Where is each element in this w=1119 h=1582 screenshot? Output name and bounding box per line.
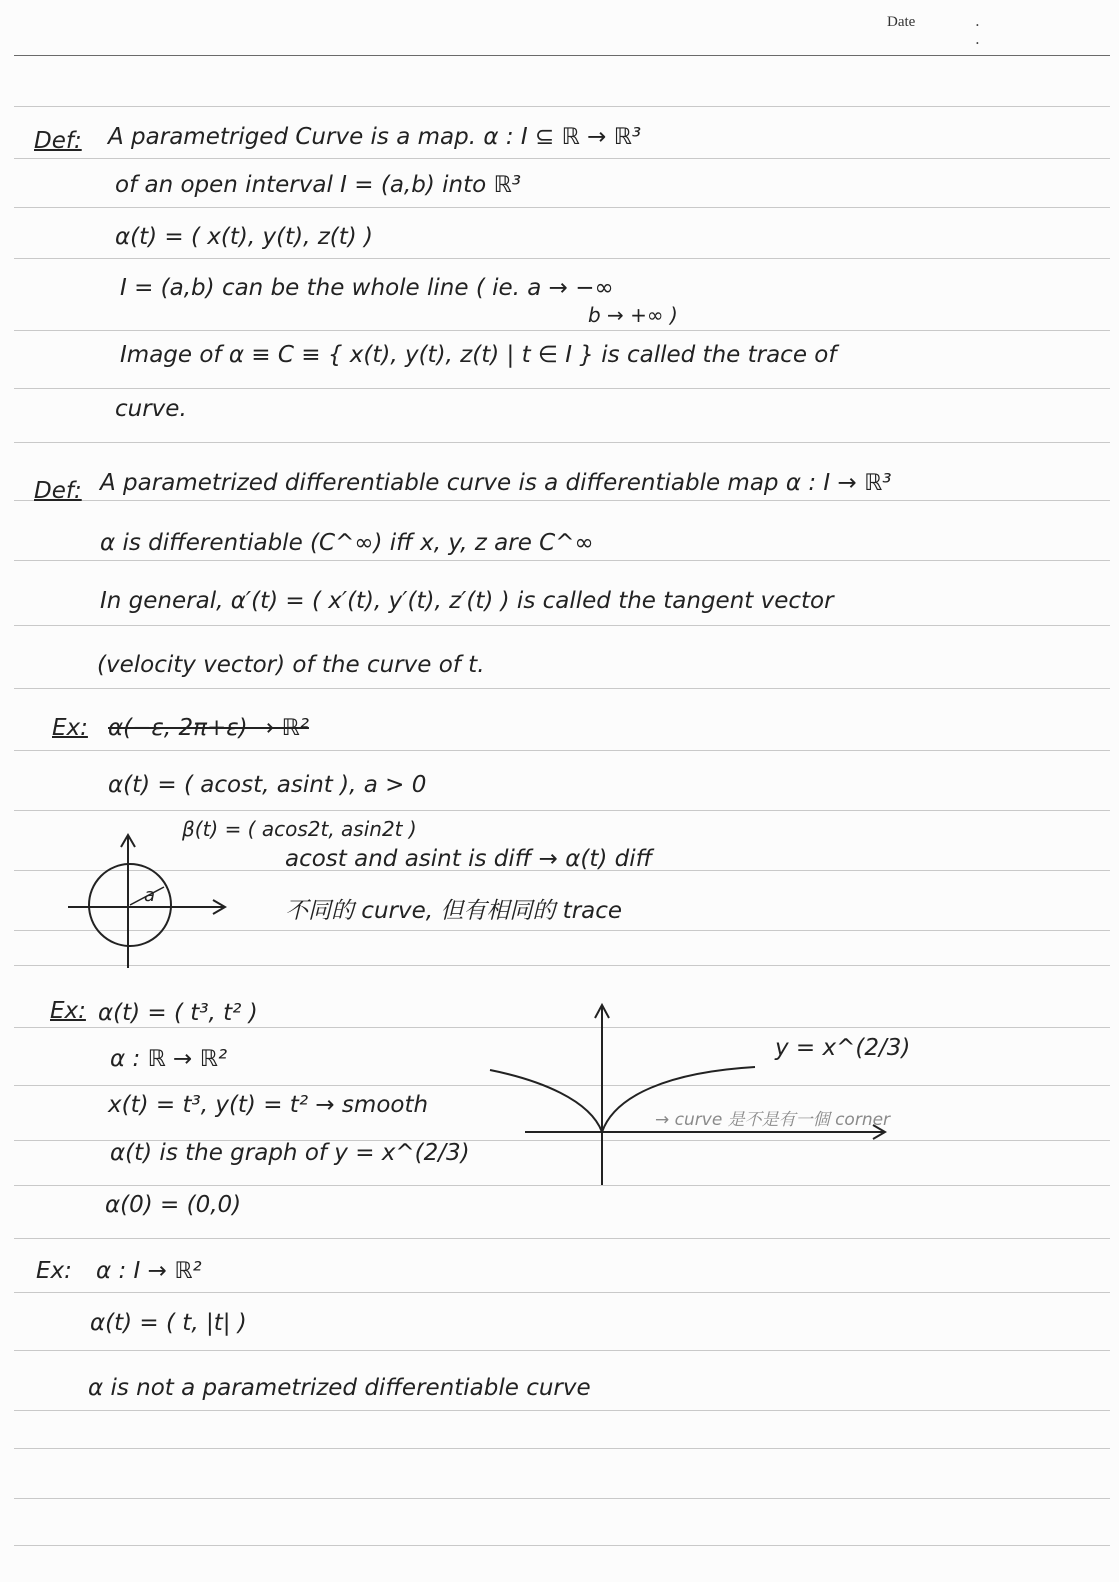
radius-label: a xyxy=(144,885,156,906)
ruled-line xyxy=(14,560,1110,561)
ruled-line xyxy=(14,388,1110,389)
ex3-lead: Ex: xyxy=(36,1258,72,1284)
ex2-line-2: α : ℝ → ℝ² xyxy=(110,1046,228,1072)
def1-line-4: I = (a,b) can be the whole line ( ie. a → −∞ xyxy=(120,275,614,301)
def1-line-3: α(t) = ( x(t), y(t), z(t) ) xyxy=(115,224,374,250)
ex2-line-3: x(t) = t³, y(t) = t² → smooth xyxy=(108,1092,429,1118)
ex1-lead: Ex: xyxy=(52,715,88,741)
ex2-lead: Ex: xyxy=(50,998,86,1024)
ex1-line-3: β(t) = ( acos2t, asin2t ) xyxy=(182,817,417,841)
def2-line-4: (velocity vector) of the curve of t. xyxy=(97,652,485,678)
ex2-line-1: α(t) = ( t³, t² ) xyxy=(98,1000,258,1026)
def2-line-1: A parametrized differentiable curve is a differentiable map α : I → ℝ³ xyxy=(100,470,892,496)
ruled-line xyxy=(14,330,1110,331)
ruled-line xyxy=(14,500,1110,501)
graph-label: y = x^(2/3) xyxy=(775,1035,911,1061)
circle-diagram xyxy=(60,825,240,975)
ruled-line xyxy=(14,442,1110,443)
ex2-line-4: α(t) is the graph of y = x^(2/3) xyxy=(110,1140,470,1166)
ex1-line-5: 不同的 curve, 但有相同的 trace xyxy=(285,898,623,924)
ruled-line xyxy=(14,258,1110,259)
def1-line-2: of an open interval I = (a,b) into ℝ³ xyxy=(115,172,521,198)
ruled-line xyxy=(14,1498,1110,1499)
ruled-line xyxy=(14,1448,1110,1449)
ruled-line xyxy=(14,625,1110,626)
curve-left-branch xyxy=(490,1070,602,1132)
ruled-line xyxy=(14,688,1110,689)
def1-line-1: A parametriged Curve is a map. α : I ⊆ ℝ → ℝ³ xyxy=(108,124,642,150)
ruled-line xyxy=(14,1350,1110,1351)
ruled-line xyxy=(14,207,1110,208)
def2-line-2: α is differentiable (C^∞) iff x, y, z are C^∞ xyxy=(100,530,594,556)
ex2-line-5: α(0) = (0,0) xyxy=(105,1192,242,1218)
ruled-line xyxy=(14,158,1110,159)
ruled-line xyxy=(14,750,1110,751)
ex3-line-2: α(t) = ( t, |t| ) xyxy=(90,1310,247,1336)
ex1-line-4: acost and asint is diff → α(t) diff xyxy=(285,846,653,872)
graph-note: → curve 是不是有一個 corner xyxy=(655,1110,891,1130)
def1-lead: Def: xyxy=(34,128,82,154)
ex1-line-2: α(t) = ( acost, asint ), a > 0 xyxy=(108,772,427,798)
def1-line-6: Image of α ≡ C ≡ { x(t), y(t), z(t) | t ∈ I } is called the trace of xyxy=(120,342,837,368)
header-rule xyxy=(14,55,1110,56)
ruled-line xyxy=(14,1238,1110,1239)
ruled-line xyxy=(14,1292,1110,1293)
def1-line-5: b → +∞ ) xyxy=(588,303,678,327)
ruled-line xyxy=(14,106,1110,107)
def2-lead: Def: xyxy=(34,478,82,504)
ex1-line-1: α(−ε, 2π+ε) → ℝ² xyxy=(108,715,309,741)
cusp-graph xyxy=(480,1000,900,1200)
ruled-line xyxy=(14,1410,1110,1411)
def2-line-3: In general, α′(t) = ( x′(t), y′(t), z′(t) ) is called the tangent vector xyxy=(100,588,834,614)
ruled-line xyxy=(14,1545,1110,1546)
date-label: Date xyxy=(887,14,916,30)
ex3-line-1: α : I → ℝ² xyxy=(96,1258,202,1284)
ruled-line xyxy=(14,810,1110,811)
date-value: . . xyxy=(975,12,1040,48)
def1-line-7: curve. xyxy=(115,396,187,422)
ex3-line-3: α is not a parametrized differentiable curve xyxy=(88,1375,591,1401)
